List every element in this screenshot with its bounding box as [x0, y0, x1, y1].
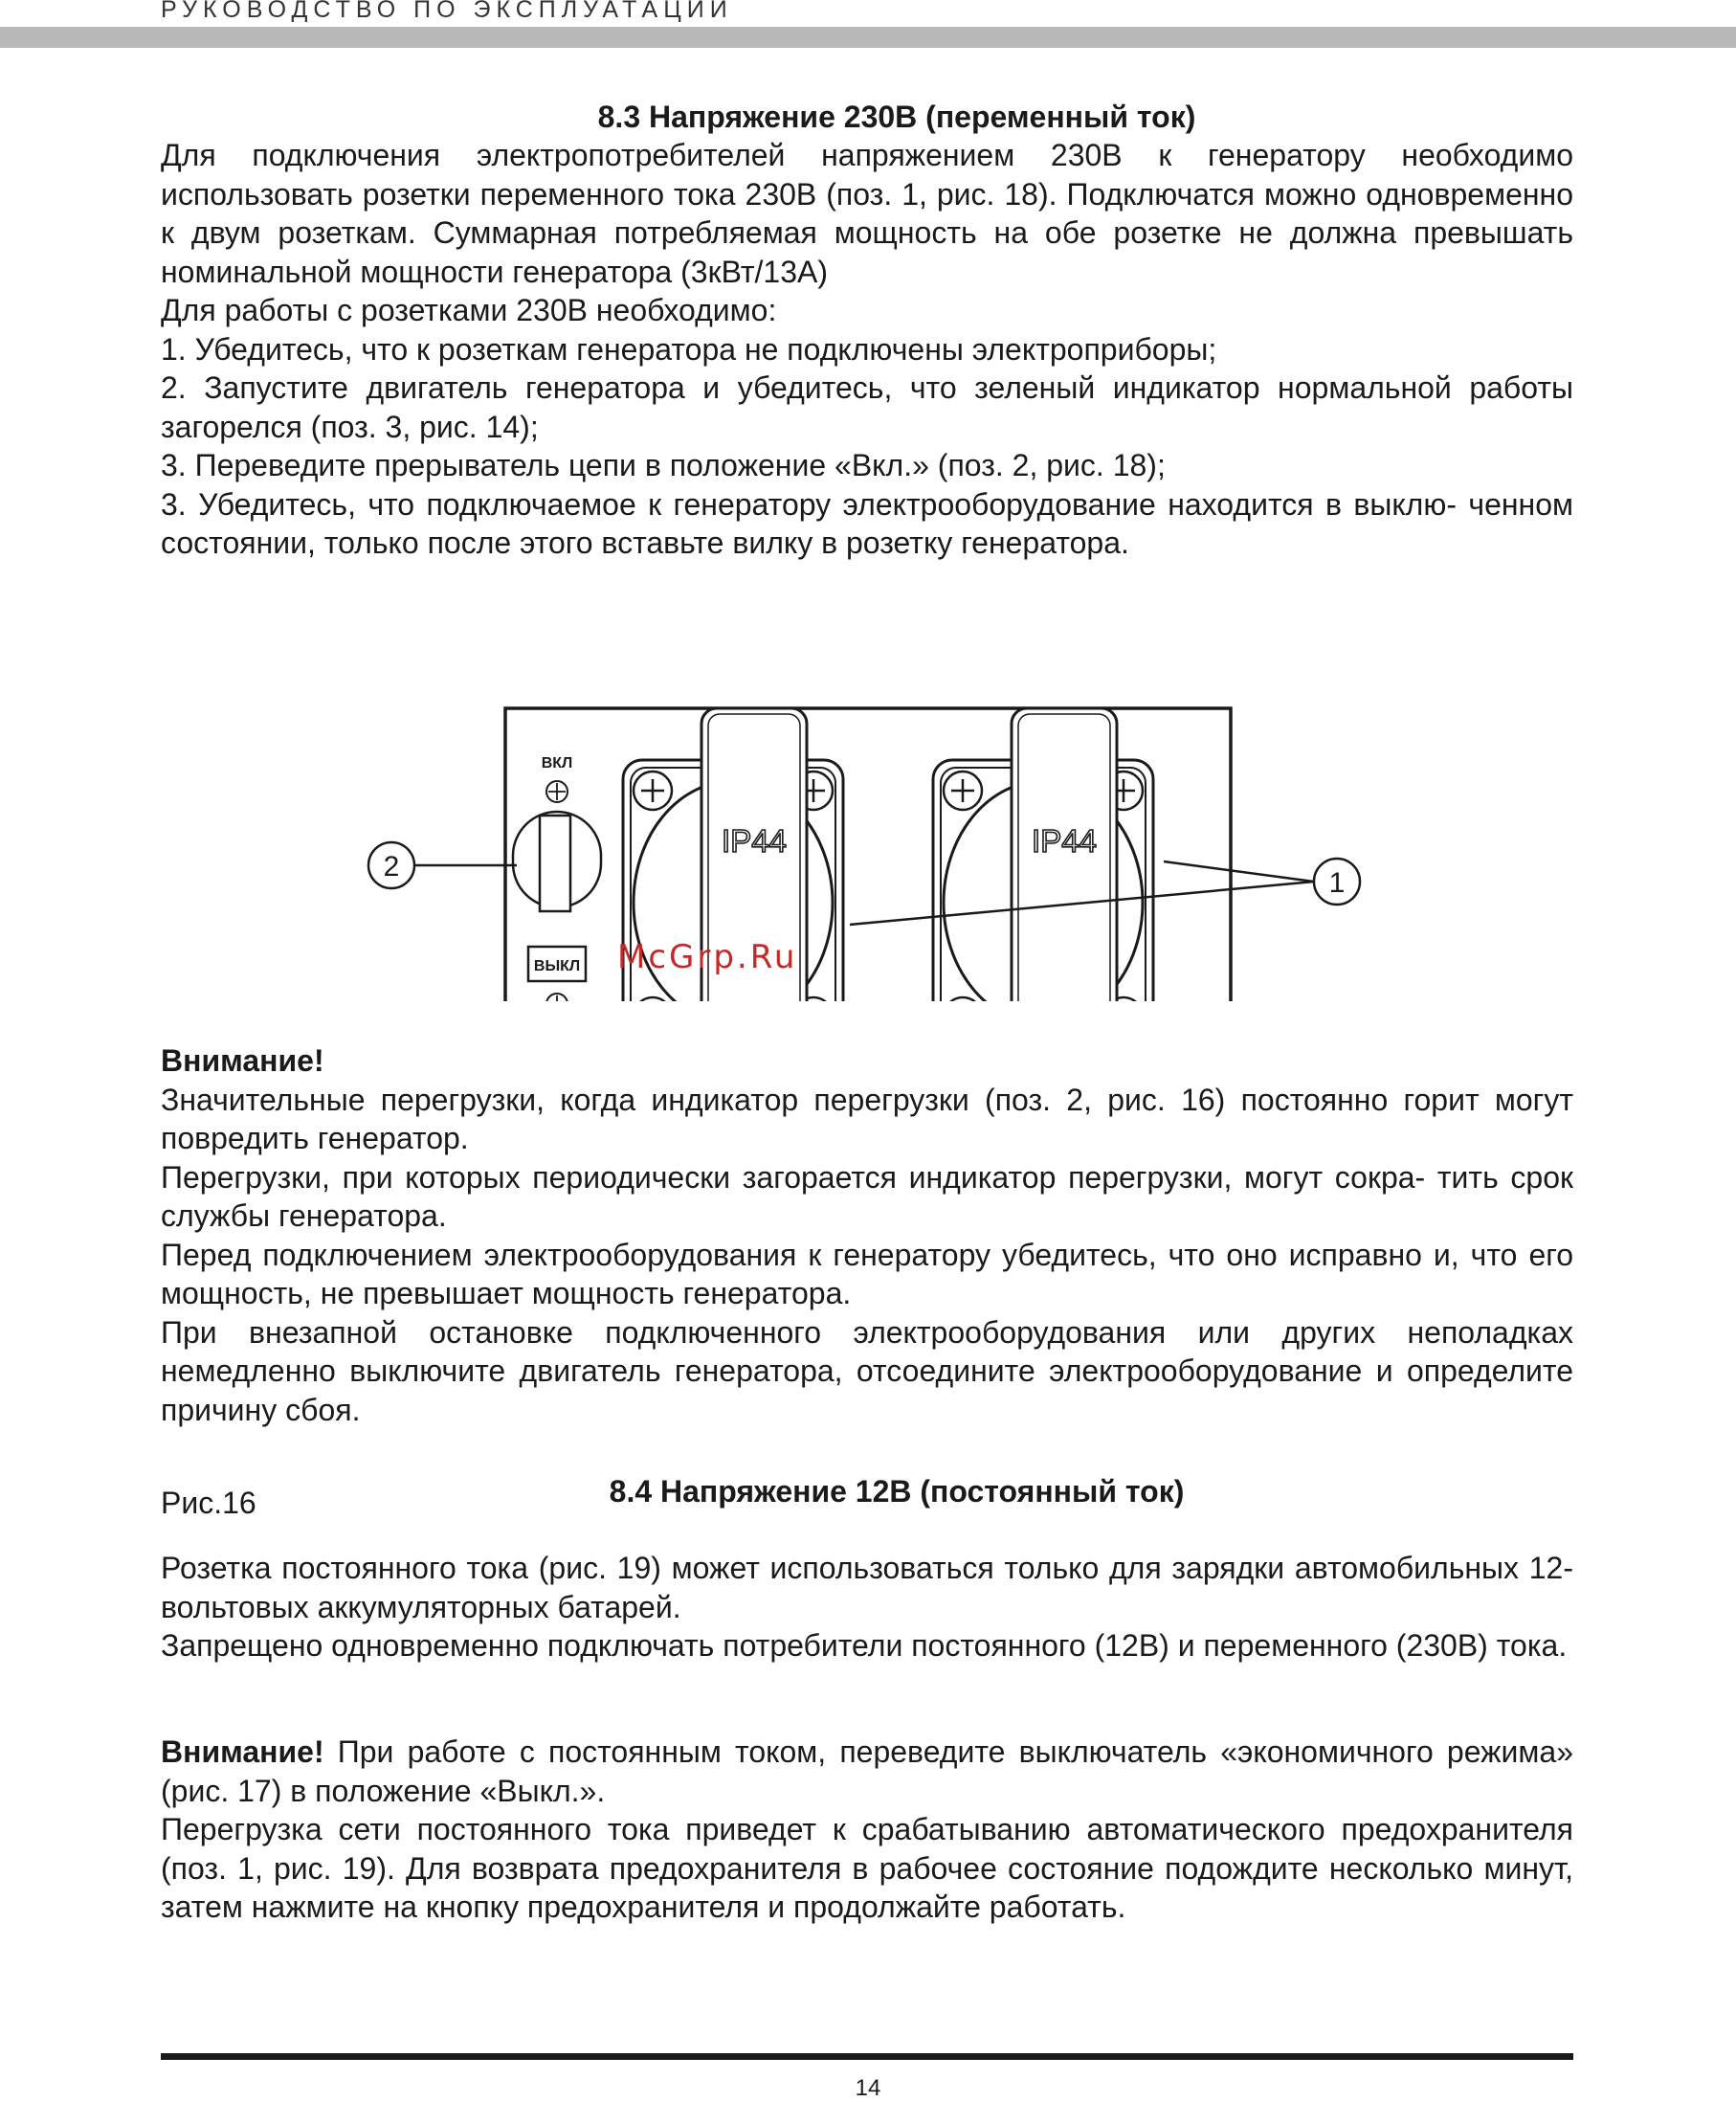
running-title: РУКОВОДСТВО ПО ЭКСПЛУАТАЦИИ — [161, 0, 733, 23]
warning-block — [161, 1733, 1573, 1927]
svg-text:1: 1 — [1328, 867, 1346, 899]
paragraph: Для подключения электропотребителей напряжением 230В к генератору необходимо использовать розетки переменного тока 230В (поз. 1, рис. 18). Подключатся можно одновременно к двум розеткам. Суммарная потребляемая мощность на обе розетке не должна превышать номинальной мощности генератора (3кВт/13А) — [161, 138, 1573, 289]
paragraph: Перегрузка сети постоянного тока приведет к срабатыванию автоматического предохранителя (поз. 1, рис. 19). Для возврата предохранителя в рабочее состояние подождите несколько минут, затем нажмите на кнопку предохранителя и продолжайте работать. — [161, 1812, 1573, 1924]
paragraph: Значительные перегрузки, когда индикатор перегрузки (поз. 2, рис. 16) постоянно горит могут повредить генератор. — [161, 1082, 1573, 1155]
paragraph: Перед подключением электрооборудования к генератору убедитесь, что оно исправно и, что его мощность, не превышает мощность генератора. — [161, 1237, 1573, 1310]
warning-title: Внимание! — [161, 1043, 324, 1078]
page-number: 14 — [855, 2075, 881, 2101]
section-8-4 — [161, 1472, 1573, 1666]
callout-2 — [368, 842, 517, 888]
section-title: 8.3 Напряжение 230В (переменный ток) — [597, 100, 1196, 134]
switch-on-label: ВКЛ — [541, 755, 573, 771]
warning-block — [161, 1041, 1573, 1429]
ip-rating: IP44 — [722, 823, 787, 859]
watermark: McGrp.Ru — [617, 938, 798, 976]
warning-title: Внимание! — [161, 1734, 324, 1769]
list-item: 1. Убедитесь, что к розеткам генератора не подключены электроприборы; — [161, 331, 1217, 367]
switch-off-label: ВЫКЛ — [533, 958, 581, 974]
socket-panel-diagram — [161, 618, 1573, 1001]
paragraph: При внезапной остановке подключенного электрооборудования или других неполадках немедленно выключите двигатель генератора, отсоедините электрооборудование и определите причину сбоя. — [161, 1314, 1573, 1427]
list-item: 3. Переведите прерыватель цепи в положение «Вкл.» (поз. 2, рис. 18); — [161, 448, 1166, 482]
svg-text:2: 2 — [383, 851, 400, 883]
paragraph: Запрещено одновременно подключать потребители постоянного (12В) и переменного (230В) тока. — [161, 1628, 1568, 1663]
paragraph: Перегрузки, при которых периодически загорается индикатор перегрузки, могут сокра- тить срок службы генератора. — [161, 1159, 1573, 1233]
list-item: 2. Запустите двигатель генератора и убедитесь, что зеленый индикатор нормальной работы загорелся (поз. 3, рис. 14); — [161, 370, 1573, 444]
paragraph: Для работы с розетками 230В необходимо: — [161, 293, 777, 327]
warning-text: При работе с постоянным током, переведите выключатель «экономичного режима» (рис. 17) в положение «Выкл.». — [161, 1734, 1573, 1808]
footer-rule — [161, 2053, 1573, 2060]
screw-icon — [634, 771, 672, 810]
breaker-lever — [540, 816, 570, 911]
list-item: 3. Убедитесь, что подключаемое к генератору электрооборудование находится в выклю- ченном состоянии, только после этого вставьте вилку в розетку генератора. — [161, 486, 1573, 560]
paragraph: Розетка постоянного тока (рис. 19) может использоваться только для зарядки автомобильных 12-вольтовых аккумуляторных батарей. — [161, 1551, 1573, 1624]
section-title: 8.4 Напряжение 12В (постоянный ток) — [609, 1474, 1185, 1509]
ip-rating: IP44 — [1032, 823, 1097, 859]
figure-caption: Рис.16 — [161, 1486, 256, 1520]
section-8-3 — [161, 98, 1573, 563]
header-bar — [0, 27, 1736, 48]
screw-icon — [944, 771, 982, 810]
figure — [161, 618, 1573, 1011]
